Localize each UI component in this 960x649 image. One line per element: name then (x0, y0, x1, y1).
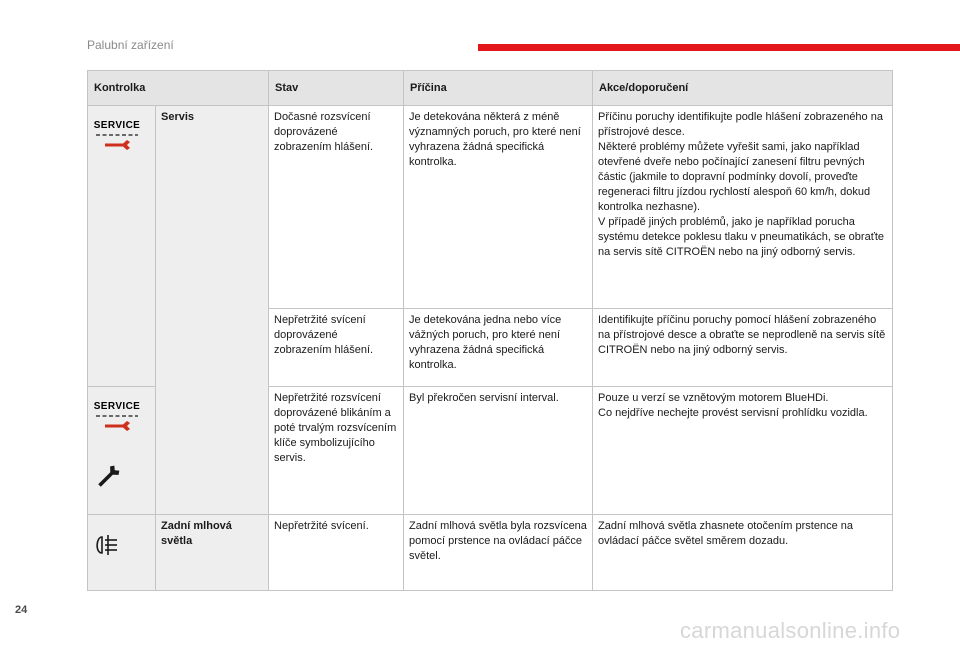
row-stav-0: Dočasné rozsvícení doprovázené zobrazením hlášení. (269, 106, 404, 309)
row-pricina-3: Zadní mlhová světla byla rozsvícena pomocí prstence na ovládací páčce světel. (404, 515, 593, 591)
rear-fog-light-icon (93, 533, 123, 557)
row-name-servis: Servis (156, 106, 269, 515)
row-stav-3: Nepřetržité svícení. (269, 515, 404, 591)
service-warning-icon (93, 399, 141, 437)
column-header-pricina: Příčina (404, 71, 593, 106)
row-akce-2: Pouze u verzí se vznětovým motorem BlueHDi. Co nejdříve nechejte provést servisní prohlídku vozidla. (593, 387, 893, 515)
service-interval-icon-cell (88, 387, 156, 515)
rear-fog-icon-cell (88, 515, 156, 591)
watermark: carmanualsonline.info (680, 618, 901, 643)
row-akce-1: Identifikujte příčinu poruchy pomocí hlášení zobrazeného na přístrojové desce a obraťte se neprodleně na servis sítě CITROËN nebo na jiný odborný servis. (593, 309, 893, 387)
row-name-fog-lights: Zadní mlhová světla (156, 515, 269, 591)
row-stav-2: Nepřetržité rozsvícení doprovázené blikáním a poté trvalým rozsvícením klíče symbolizujícího servis. (269, 387, 404, 515)
table-row (88, 515, 893, 591)
section-title: Palubní zařízení (87, 38, 174, 52)
row-stav-1: Nepřetržité svícení doprovázené zobrazením hlášení. (269, 309, 404, 387)
column-header-akce: Akce/doporučení (593, 71, 893, 106)
warning-lights-table (87, 70, 893, 591)
row-pricina-1: Je detekována jedna nebo více vážných poruch, pro které není vyhrazena žádná specifická kontrolka. (404, 309, 593, 387)
column-header-kontrolka: Kontrolka (88, 71, 269, 106)
page-number: 24 (15, 604, 28, 616)
service-warning-icon-cell (88, 106, 156, 387)
row-pricina-2: Byl překročen servisní interval. (404, 387, 593, 515)
table-header-row (88, 71, 893, 106)
service-icon-label: SERVICE (93, 120, 141, 131)
column-header-stav: Stav (269, 71, 404, 106)
table-row (88, 106, 893, 309)
service-warning-icon (93, 118, 141, 156)
row-pricina-0: Je detekována některá z méně významných poruch, pro které není vyhrazena žádná specifická kontrolka. (404, 106, 593, 309)
row-akce-3: Zadní mlhová světla zhasnete otočením prstence na ovládací páčce světel směrem dozadu. (593, 515, 893, 591)
service-icon-label: SERVICE (93, 401, 141, 412)
row-akce-0: Příčinu poruchy identifikujte podle hlášení zobrazeného na přístrojové desce. Některé problémy můžete vyřešit sami, jako například otevřené dveře nebo počínající zanesení filtru pevných částic (jakmile to dopravní podmínky dovolí, proveďte regeneraci filtru jízdou rychlostí alespoň 60 km/h, dokud kontrolka nezhasne). V případě jiných problémů, jako je například porucha systému detekce poklesu tlaku v pneumatikách, se obraťte na servis sítě CITROËN nebo na jiný odborný servis. (593, 106, 893, 309)
wrench-icon (93, 462, 123, 492)
header-accent-bar (478, 44, 960, 51)
